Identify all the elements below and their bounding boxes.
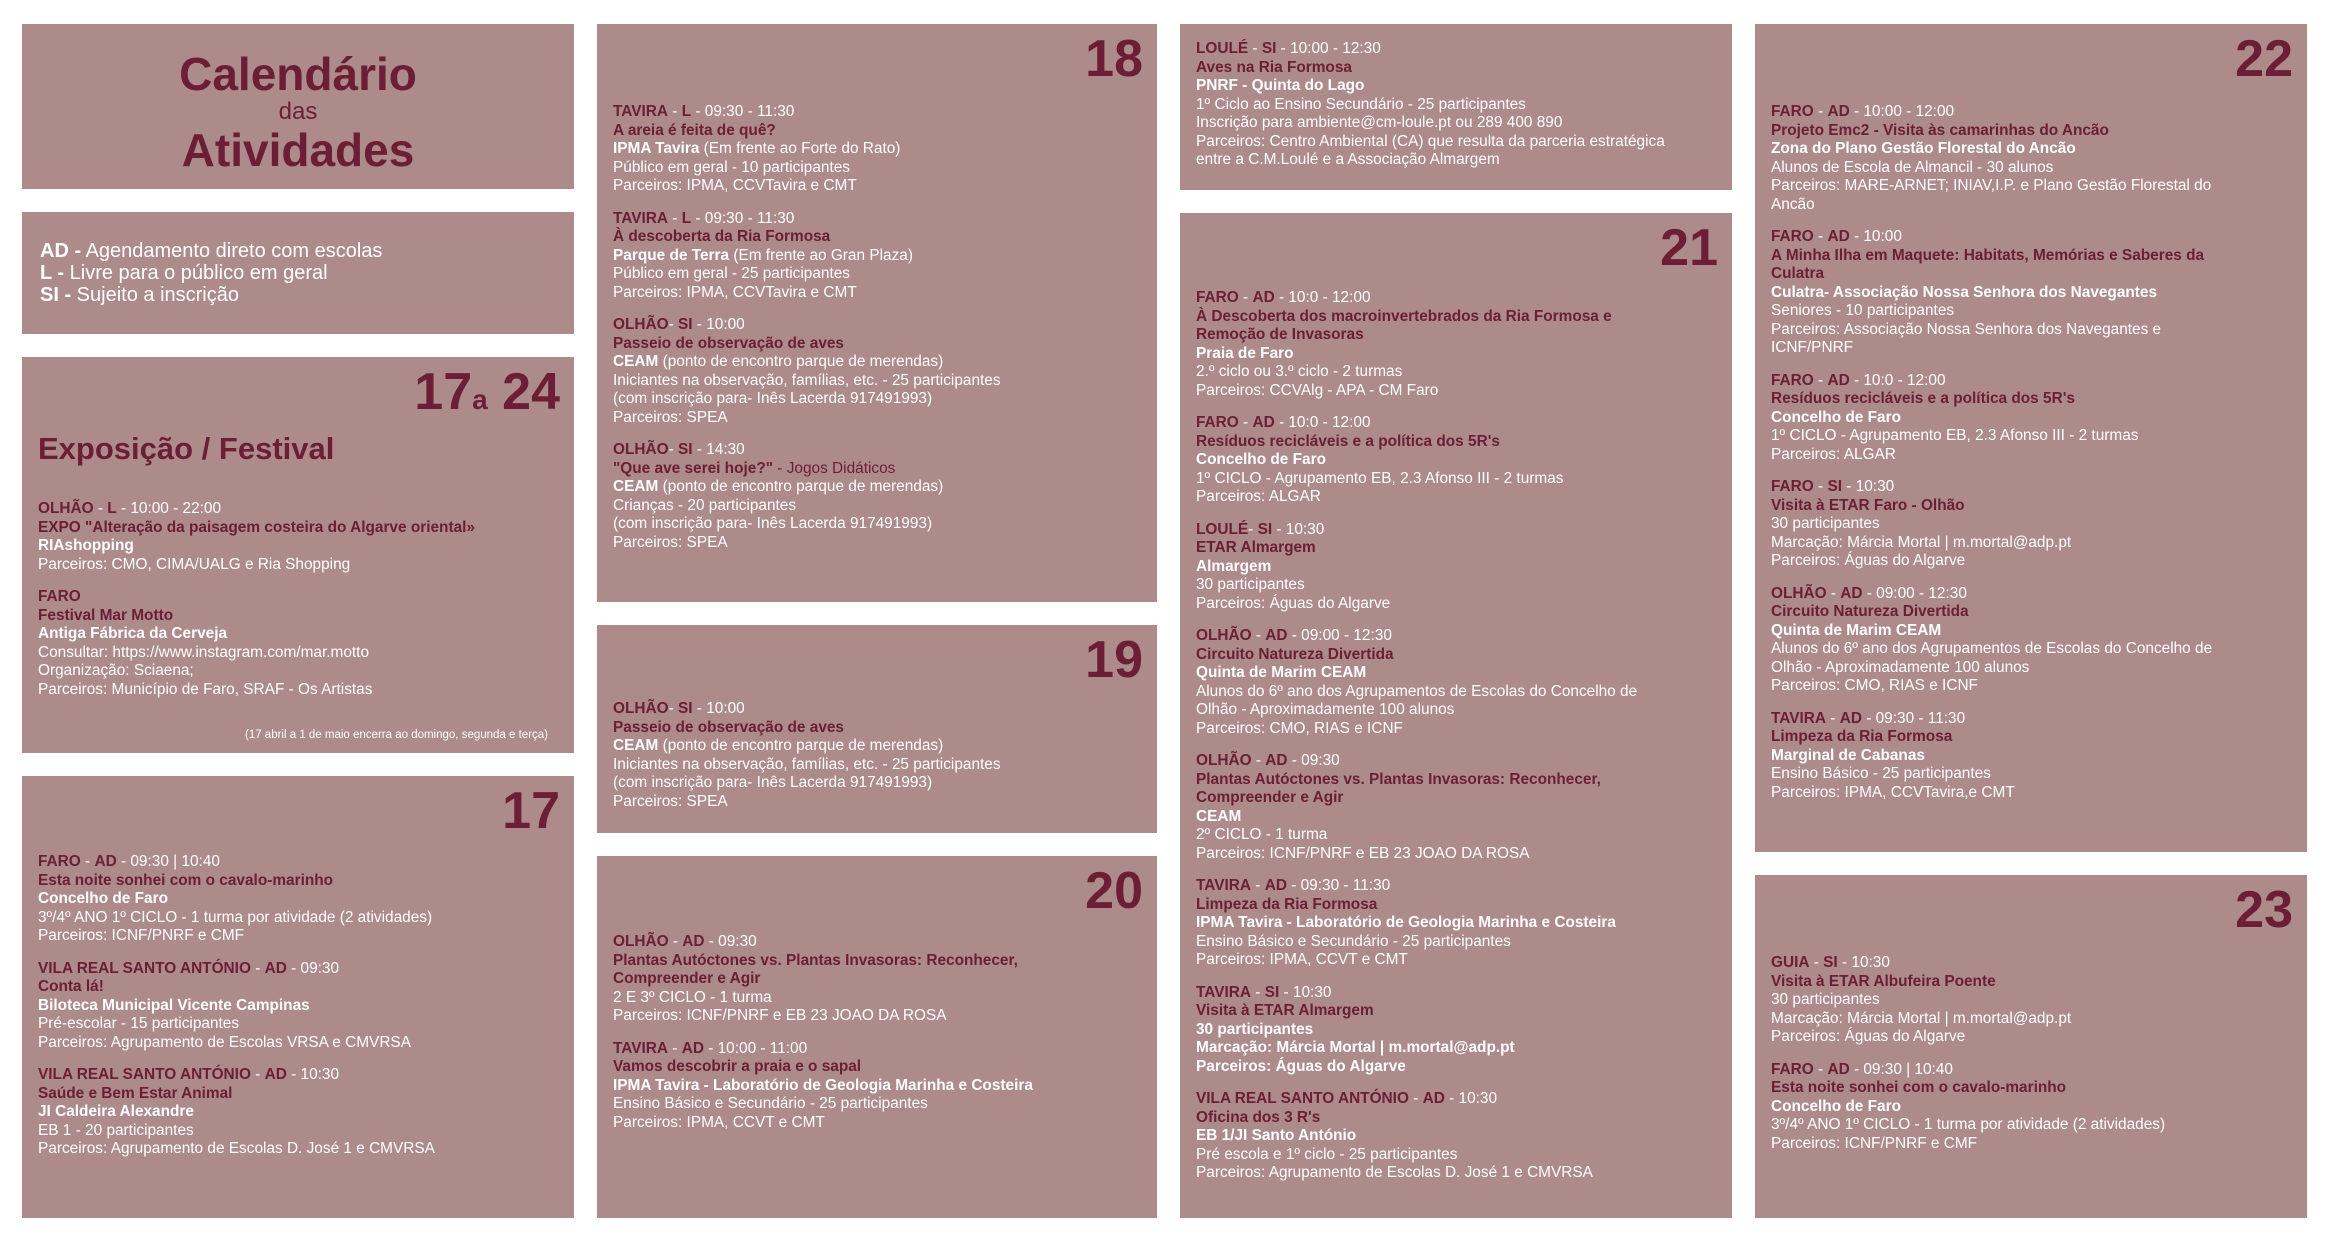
day-number: 22 (2235, 30, 2293, 88)
event-item: FARO - AD - 10:00 - 12:00 Projeto Emc2 - Visita às camarinhas do Ancão Zona do Plano Gestão Florestal do Ancão Alunos de Escola de Almancil - 30 alunos Parceiros: MARE-ARNET; INIAV,I.P. e Plano Gestão Florestal do Ancão (1771, 103, 2212, 213)
day-23-panel (1755, 875, 2307, 1218)
legend (40, 240, 382, 306)
event-item: GUIA - SI - 10:30 Visita à ETAR Albufeira Poente 30 participantes Marcação: Márcia Mortal | m.mortal@adp.pt Parceiros: Águas do Algarve (1771, 954, 2072, 1045)
event-item: OLHÃO - AD - 09:30 Plantas Autóctones vs. Plantas Invasoras: Reconhecer, Compreender e Agir CEAM 2º CICLO - 1 turma Parceiros: ICNF/PNRF e EB 23 JOAO DA ROSA (1196, 752, 1601, 862)
event-list (613, 103, 1145, 566)
event-item: TAVIRA - AD - 10:00 - 11:00 Vamos descobrir a praia e o sapal IPMA Tavira - Laboratório de Geologia Marinha e Costeira Ensino Básico e Secundário - 25 participantes Parceiros: IPMA, CCVT e CMT (613, 1039, 1033, 1131)
day-22-panel (1755, 24, 2307, 852)
event-item: TAVIRA - L - 09:30 - 11:30 A areia é feita de quê? IPMA Tavira (Em frente ao Forte do Rato) Público em geral - 10 participantes Parceiros: IPMA, CCVTavira e CMT (613, 103, 901, 194)
legend-item: SI - Sujeito a inscrição (40, 284, 239, 306)
expo-note: (17 abril a 1 de maio encerra ao domingo, segunda e terça) (244, 729, 548, 741)
expo-heading: Exposição / Festival (38, 431, 335, 466)
event-list (1196, 289, 1720, 1197)
day-20-panel (597, 856, 1157, 1218)
event-item: LOULÉ- SI - 10:30 ETAR Almargem Almargem 30 participantes Parceiros: Águas do Algarve (1196, 520, 1391, 612)
event-item: VILA REAL SANTO ANTÓNIO - AD - 10:30 Saúde e Bem Estar Animal JI Caldeira Alexandre EB 1 - 20 participantes Parceiros: Agrupamento de Escolas D. José 1 e CMVRSA (38, 1066, 435, 1157)
event-list (1771, 954, 2295, 1167)
expo-panel (22, 357, 574, 753)
legend-item: AD - Agendamento direto com escolas (40, 240, 383, 262)
day-number: 18 (1085, 30, 1143, 88)
event-item: FARO - SI - 10:30 Visita à ETAR Faro - Olhão 30 participantes Marcação: Márcia Mortal | m.mortal@adp.pt Parceiros: Águas do Algarve (1771, 478, 2072, 569)
legend-item: L - Livre para o público em geral (40, 262, 328, 284)
title-line-1: Calendário (179, 48, 417, 100)
event-list (613, 933, 1145, 1146)
event-item: FARO - AD - 10:0 - 12:00 À Descoberta dos macroinvertebrados da Ria Formosa e Remoção de Invasoras Praia de Faro 2.º ciclo ou 3.º ciclo - 2 turmas Parceiros: CCVAlg - APA - CM Faro (1196, 289, 1612, 399)
event-item: FARO - AD - 09:30 | 10:40 Esta noite sonhei com o cavalo-marinho Concelho de Faro 3º/4º ANO 1º CICLO - 1 turma por atividade (2 atividades) Parceiros: ICNF/PNRF e CMF (38, 853, 433, 944)
day-19-panel (597, 625, 1157, 833)
event-list (38, 853, 562, 1173)
event-list (38, 500, 562, 713)
event-item: OLHÃO - AD - 09:00 - 12:30 Circuito Natureza Divertida Quinta de Marim CEAM Alunos do 6º ano dos Agrupamentos de Escolas do Concelho de Olhão - Aproximadamente 100 alunos Parceiros: CMO, RIAS e ICNF (1196, 627, 1638, 737)
day-18-panel (597, 24, 1157, 602)
title-panel (22, 24, 574, 189)
event-item: LOULÉ - SI - 10:00 - 12:30 Aves na Ria Formosa PNRF - Quinta do Lago 1º Ciclo ao Ensino Secundário - 25 participantes Inscrição para ambiente@cm-loule.pt ou 289 400 890 Parceiros: Centro Ambiental (CA) que resulta da parceria estratégica entre a C.M.Loulé e a Associação Almargem (1196, 40, 1665, 168)
event-item: VILA REAL SANTO ANTÓNIO - AD - 09:30 Conta lá! Biloteca Municipal Vicente Campinas Pré-escolar - 15 participantes Parceiros: Agrupamento de Escolas VRSA e CMVRSA (38, 959, 411, 1051)
event-item: FARO - AD - 10:0 - 12:00 Resíduos recicláveis e a política dos 5R's Concelho de Faro 1º CICLO - Agrupamento EB, 2.3 Afonso III - 2 turmas Parceiros: ALGAR (1196, 414, 1564, 505)
event-item: OLHÃO- SI - 10:00 Passeio de observação de aves CEAM (ponto de encontro parque de merendas) Iniciantes na observação, famílias, etc. - 25 participantes (com inscrição para- Inês Lacerda 917491993) Parceiros: SPEA (613, 316, 1001, 426)
event-list (1196, 40, 1720, 184)
event-item: FARO - AD - 10:0 - 12:00 Resíduos recicláveis e a política dos 5R's Concelho de Faro 1º CICLO - Agrupamento EB, 2.3 Afonso III - 2 turmas Parceiros: ALGAR (1771, 371, 2139, 463)
day-number: 23 (2235, 881, 2293, 939)
day-21-top-panel (1180, 24, 1732, 190)
event-item: FARO - AD - 10:00 A Minha Ilha em Maquete: Habitats, Memórias e Saberes da Culatra Culatra- Associação Nossa Senhora dos Navegantes Seniores - 10 participantes Parceiros: Associação Nossa Senhora dos Navegantes e ICNF/PNRF (1771, 228, 2205, 356)
event-item: OLHÃO - AD - 09:00 - 12:30 Circuito Natureza Divertida Quinta de Marim CEAM Alunos do 6º ano dos Agrupamentos de Escolas do Concelho de Olhão - Aproximadamente 100 alunos Parceiros: CMO, RIAS e ICNF (1771, 584, 2213, 694)
day-number: 21 (1660, 219, 1718, 277)
event-item: OLHÃO- SI - 10:00 Passeio de observação de aves CEAM (ponto de encontro parque de merendas) Iniciantes na observação, famílias, etc. - 25 participantes (com inscrição para- Inês Lacerda 917491993) Parceiros: SPEA (613, 700, 1001, 810)
event-item: VILA REAL SANTO ANTÓNIO - AD - 10:30 Oficina dos 3 R's EB 1/JI Santo António Pré escola e 1º ciclo - 25 participantes Parceiros: Agrupamento de Escolas D. José 1 e CMVRSA (1196, 1090, 1593, 1181)
day-17-panel (22, 776, 574, 1218)
title-line-2: das (278, 98, 318, 125)
day-number: 17 (502, 782, 560, 840)
event-list (1771, 103, 2295, 816)
day-21-panel (1180, 213, 1732, 1218)
day-number: 19 (1085, 631, 1143, 689)
event-item: OLHÃO- SI - 14:30 "Que ave serei hoje?" - Jogos Didáticos CEAM (ponto de encontro parque de merendas) Crianças - 20 participantes (com inscrição para- Inês Lacerda 917491993) Parceiros: SPEA (613, 441, 944, 551)
event-item: TAVIRA - L - 09:30 - 11:30 À descoberta da Ria Formosa Parque de Terra (Em frente ao Gran Plaza) Público em geral - 25 participantes Parceiros: IPMA, CCVTavira e CMT (613, 209, 913, 301)
date-range: 17a 24 (414, 363, 560, 421)
event-item: OLHÃO - AD - 09:30 Plantas Autóctones vs. Plantas Invasoras: Reconhecer, Compreender e Agir 2 E 3º CICLO - 1 turma Parceiros: ICNF/PNRF e EB 23 JOAO DA ROSA (613, 933, 1018, 1024)
day-number: 20 (1085, 862, 1143, 920)
event-item: TAVIRA - AD - 09:30 - 11:30 Limpeza da Ria Formosa IPMA Tavira - Laboratório de Geologia Marinha e Costeira Ensino Básico e Secundário - 25 participantes Parceiros: IPMA, CCVT e CMT (1196, 877, 1616, 968)
legend-panel (22, 212, 574, 334)
event-item: OLHÃO - L - 10:00 - 22:00 EXPO "Alteração da paisagem costeira do Algarve oriental» RIAshopping Parceiros: CMO, CIMA/UALG e Ria Shopping (38, 500, 475, 573)
event-list (613, 700, 1145, 825)
event-item: TAVIRA - SI - 10:30 Visita à ETAR Almargem 30 participantes Marcação: Márcia Mortal | m.mortal@adp.pt Parceiros: Águas do Algarve (1196, 983, 1515, 1075)
title-line-3: Atividades (181, 124, 415, 176)
event-item: FARO Festival Mar Motto Antiga Fábrica da Cerveja Consultar: https://www.instagram.com/mar.motto Organização: Sciaena; Parceiros: Município de Faro, SRAF - Os Artistas (38, 588, 373, 698)
event-item: TAVIRA - AD - 09:30 - 11:30 Limpeza da Ria Formosa Marginal de Cabanas Ensino Básico - 25 participantes Parceiros: IPMA, CCVTavira,e CMT (1771, 709, 2015, 801)
event-item: FARO - AD - 09:30 | 10:40 Esta noite sonhei com o cavalo-marinho Concelho de Faro 3º/4º ANO 1º CICLO - 1 turma por atividade (2 atividades) Parceiros: ICNF/PNRF e CMF (1771, 1060, 2166, 1152)
